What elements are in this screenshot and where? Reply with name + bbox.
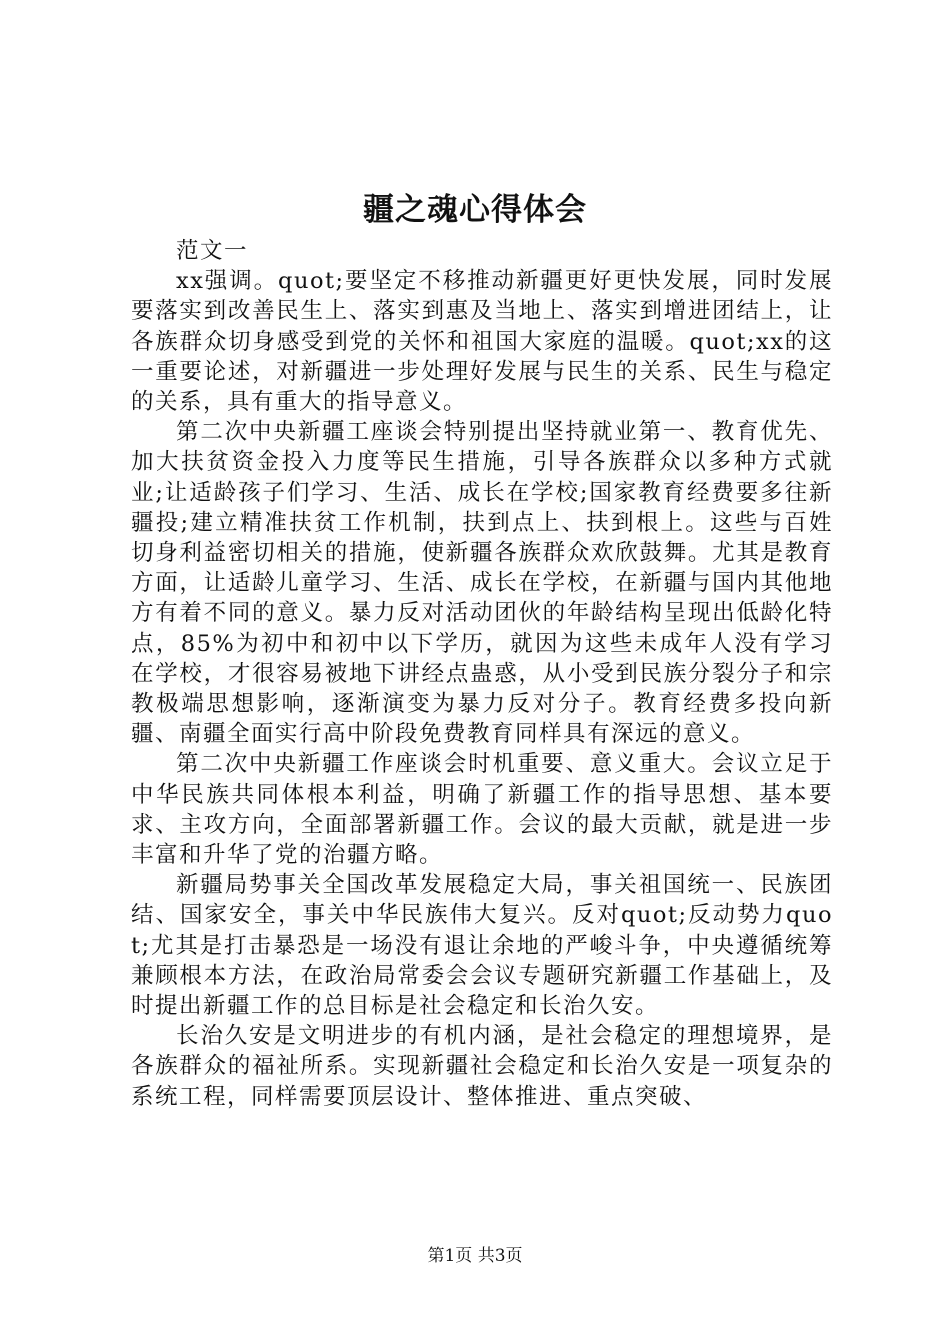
paragraph: 第二次中央新疆工座谈会特别提出坚持就业第一、教育优先、加大扶贫资金投入力度等民生措施，引导各族群众以多种方式就业;让适龄孩子们学习、生活、成长在学校;国家教育经费要多往新疆投;建立精准扶贫工作机制，扶到点上、扶到根上。这些与百姓切身利益密切相关的措施，使新疆各族群众欢欣鼓舞。尤其是教育方面，让适龄儿童学习、生活、成长在学校，在新疆与国内其他地方有着不同的意义。暴力反对活动团伙的年龄结构呈现出低龄化特点，85%为初中和初中以下学历，就因为这些未成年人没有学习在学校，才很容易被地下讲经点蛊惑，从小受到民族分裂分子和宗教极端思想影响，逐渐演变为暴力反对分子。教育经费多投向新疆、南疆全面实行高中阶段免费教育同样具有深远的意义。 — [131, 419, 833, 748]
paragraph: 长治久安是文明进步的有机内涵，是社会稳定的理想境界，是各族群众的福祉所系。实现新疆社会稳定和长治久安是一项复杂的系统工程，同样需要顶层设计、整体推进、重点突破、 — [131, 1023, 833, 1110]
paragraph-heading: 范文一 — [176, 238, 249, 264]
document-title: 疆之魂心得体会 — [363, 192, 587, 228]
paragraph: 第二次中央新疆工作座谈会时机重要、意义重大。会议立足于中华民族共同体根本利益，明确了新疆工作的指导思想、基本要求、主攻方向，全面部署新疆工作。会议的最大贡献，就是进一步丰富和升华了党的治疆方略。 — [131, 751, 833, 869]
paragraph: 新疆局势事关全国改革发展稳定大局，事关祖国统一、民族团结、国家安全，事关中华民族伟大复兴。反对quot;反动势力quot;尤其是打击暴恐是一场没有退让余地的严峻斗争，中央遵循统筹兼顾根本方法，在政治局常委会会议专题研究新疆工作基础上，及时提出新疆工作的总目标是社会稳定和长治久安。 — [131, 872, 833, 1020]
page-number-footer: 第1页 共3页 — [427, 1246, 523, 1266]
document-body — [131, 236, 833, 1112]
paragraph: xx强调。quot;要坚定不移推动新疆更好更快发展，同时发展要落实到改善民生上、落实到惠及当地上、落实到增进团结上，让各族群众切身感受到党的关怀和祖国大家庭的温暖。quot;xx的这一重要论述，对新疆进一步处理好发展与民生的关系、民生与稳定的关系，具有重大的指导意义。 — [131, 268, 833, 416]
